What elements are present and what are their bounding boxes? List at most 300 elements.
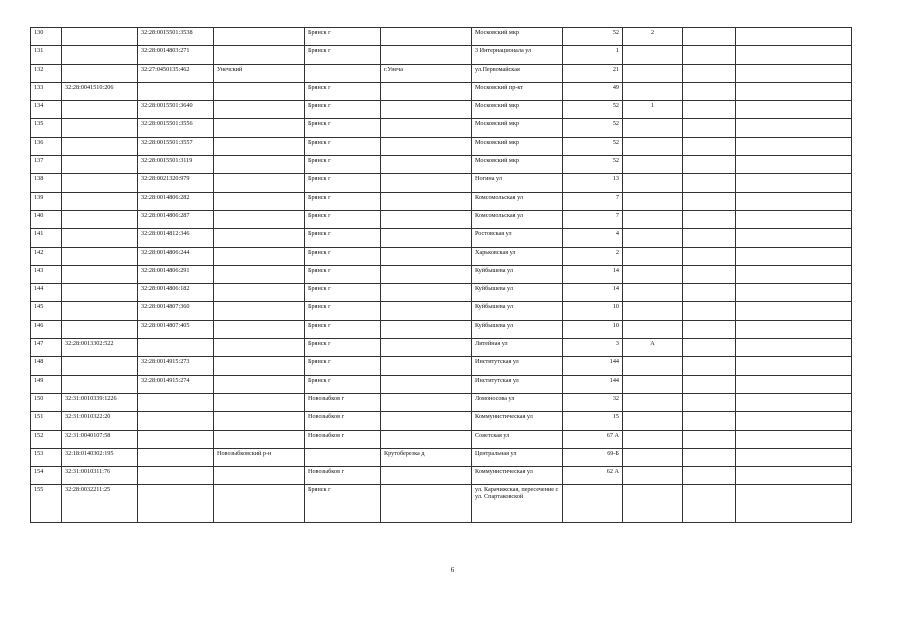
- district-cell: [214, 156, 305, 174]
- settlement-cell: [381, 82, 472, 100]
- city-cell: Брянск г: [305, 247, 381, 265]
- settlement-cell: [381, 357, 472, 375]
- city-cell: Брянск г: [305, 265, 381, 283]
- table-row: [31, 156, 852, 174]
- district-cell: [214, 393, 305, 411]
- district-cell: Новозыбковский р-н: [214, 448, 305, 466]
- table-row: [31, 357, 852, 375]
- settlement-cell: [381, 339, 472, 357]
- table-row: [31, 467, 852, 485]
- table-row: [31, 247, 852, 265]
- building-cell: [623, 137, 683, 155]
- street-cell: Литейная ул: [472, 339, 563, 357]
- cadastral-number-alt-cell: 32:27:0450135:462: [138, 64, 214, 82]
- district-cell: [214, 485, 305, 523]
- cadastral-number-alt-cell: 32:28:0014803:271: [138, 46, 214, 64]
- cadastral-number-cell: [62, 192, 138, 210]
- cadastral-number-cell: 32:31:0040107:58: [62, 430, 138, 448]
- district-cell: [214, 357, 305, 375]
- settlement-cell: [381, 393, 472, 411]
- district-cell: [214, 247, 305, 265]
- row-number-cell: 148: [31, 357, 62, 375]
- cadastral-number-alt-cell: 32:28:0014806:244: [138, 247, 214, 265]
- settlement-cell: [381, 119, 472, 137]
- district-cell: [214, 412, 305, 430]
- street-cell: Коммунистическая ул: [472, 412, 563, 430]
- building-cell: [623, 265, 683, 283]
- street-cell: 3 Интернационала ул: [472, 46, 563, 64]
- district-cell: [214, 229, 305, 247]
- row-number-cell: 151: [31, 412, 62, 430]
- street-cell: Московский мкр: [472, 156, 563, 174]
- extra-cell-2: [736, 284, 852, 302]
- row-number-cell: 134: [31, 101, 62, 119]
- settlement-cell: [381, 28, 472, 46]
- extra-cell-2: [736, 247, 852, 265]
- building-cell: [623, 192, 683, 210]
- cadastral-number-cell: [62, 174, 138, 192]
- extra-cell-2: [736, 467, 852, 485]
- cadastral-number-cell: [62, 302, 138, 320]
- table-row: [31, 64, 852, 82]
- city-cell: Брянск г: [305, 192, 381, 210]
- house-number-cell: 52: [563, 119, 623, 137]
- house-number-cell: 4: [563, 229, 623, 247]
- settlement-cell: [381, 320, 472, 338]
- extra-cell: [683, 192, 736, 210]
- extra-cell: [683, 28, 736, 46]
- district-cell: [214, 467, 305, 485]
- extra-cell-2: [736, 156, 852, 174]
- cadastral-number-alt-cell: [138, 412, 214, 430]
- row-number-cell: 132: [31, 64, 62, 82]
- settlement-cell: [381, 46, 472, 64]
- row-number-cell: 154: [31, 467, 62, 485]
- row-number-cell: 131: [31, 46, 62, 64]
- cadastral-number-alt-cell: 32:28:0014915:273: [138, 357, 214, 375]
- building-cell: [623, 430, 683, 448]
- settlement-cell: [381, 375, 472, 393]
- cadastral-number-alt-cell: 32:28:0021320:979: [138, 174, 214, 192]
- building-cell: [623, 485, 683, 523]
- extra-cell: [683, 210, 736, 228]
- building-cell: [623, 229, 683, 247]
- extra-cell-2: [736, 265, 852, 283]
- street-cell: Центральная ул: [472, 448, 563, 466]
- district-cell: [214, 137, 305, 155]
- extra-cell-2: [736, 210, 852, 228]
- table-row: [31, 28, 852, 46]
- house-number-cell: 2: [563, 247, 623, 265]
- street-cell: ул. Карачижская, пересечение с ул. Спартаковской: [472, 485, 563, 523]
- settlement-cell: [381, 284, 472, 302]
- street-cell: Ногина ул: [472, 174, 563, 192]
- city-cell: Брянск г: [305, 101, 381, 119]
- row-number-cell: 139: [31, 192, 62, 210]
- house-number-cell: 144: [563, 357, 623, 375]
- city-cell: Брянск г: [305, 302, 381, 320]
- street-cell: Коммунистическая ул: [472, 467, 563, 485]
- settlement-cell: [381, 101, 472, 119]
- row-number-cell: 138: [31, 174, 62, 192]
- extra-cell: [683, 229, 736, 247]
- street-cell: ул.Первомайская: [472, 64, 563, 82]
- house-number-cell: 52: [563, 156, 623, 174]
- cadastral-number-cell: 32:18:0140302:195: [62, 448, 138, 466]
- cadastral-number-alt-cell: 32:28:0014807:405: [138, 320, 214, 338]
- cadastral-number-alt-cell: 32:28:0014806:182: [138, 284, 214, 302]
- building-cell: А: [623, 339, 683, 357]
- building-cell: [623, 357, 683, 375]
- cadastral-number-cell: [62, 320, 138, 338]
- extra-cell: [683, 467, 736, 485]
- extra-cell: [683, 302, 736, 320]
- row-number-cell: 152: [31, 430, 62, 448]
- extra-cell-2: [736, 28, 852, 46]
- register-table-body: [31, 28, 852, 523]
- settlement-cell: [381, 156, 472, 174]
- street-cell: Московский мкр: [472, 119, 563, 137]
- building-cell: [623, 64, 683, 82]
- house-number-cell: [563, 485, 623, 523]
- extra-cell: [683, 46, 736, 64]
- house-number-cell: 52: [563, 137, 623, 155]
- row-number-cell: 147: [31, 339, 62, 357]
- settlement-cell: [381, 302, 472, 320]
- cadastral-number-cell: 32:31:0010322:20: [62, 412, 138, 430]
- district-cell: [214, 101, 305, 119]
- table-row: [31, 82, 852, 100]
- row-number-cell: 149: [31, 375, 62, 393]
- extra-cell: [683, 137, 736, 155]
- house-number-cell: 14: [563, 284, 623, 302]
- cadastral-number-cell: [62, 357, 138, 375]
- district-cell: [214, 430, 305, 448]
- extra-cell: [683, 101, 736, 119]
- cadastral-number-cell: [62, 229, 138, 247]
- street-cell: Куйбышева ул: [472, 302, 563, 320]
- table-row: [31, 485, 852, 523]
- cadastral-number-alt-cell: [138, 82, 214, 100]
- row-number-cell: 140: [31, 210, 62, 228]
- table-row: [31, 46, 852, 64]
- cadastral-number-alt-cell: [138, 430, 214, 448]
- extra-cell-2: [736, 339, 852, 357]
- extra-cell-2: [736, 192, 852, 210]
- cadastral-number-cell: [62, 46, 138, 64]
- street-cell: Советская ул: [472, 430, 563, 448]
- building-cell: [623, 448, 683, 466]
- district-cell: [214, 28, 305, 46]
- extra-cell-2: [736, 137, 852, 155]
- house-number-cell: 62 А: [563, 467, 623, 485]
- city-cell: Брянск г: [305, 229, 381, 247]
- city-cell: Брянск г: [305, 174, 381, 192]
- extra-cell: [683, 448, 736, 466]
- extra-cell-2: [736, 320, 852, 338]
- building-cell: 2: [623, 28, 683, 46]
- cadastral-number-cell: [62, 64, 138, 82]
- table-row: [31, 393, 852, 411]
- city-cell: Брянск г: [305, 119, 381, 137]
- cadastral-number-alt-cell: 32:28:0015501:3556: [138, 119, 214, 137]
- cadastral-number-alt-cell: 32:28:0015501:3640: [138, 101, 214, 119]
- extra-cell-2: [736, 174, 852, 192]
- row-number-cell: 133: [31, 82, 62, 100]
- register-table: [30, 27, 852, 523]
- street-cell: Институтская ул: [472, 357, 563, 375]
- building-cell: [623, 119, 683, 137]
- table-row: [31, 265, 852, 283]
- house-number-cell: 32: [563, 393, 623, 411]
- street-cell: Институтская ул: [472, 375, 563, 393]
- cadastral-number-alt-cell: [138, 393, 214, 411]
- extra-cell-2: [736, 412, 852, 430]
- house-number-cell: 10: [563, 302, 623, 320]
- extra-cell: [683, 64, 736, 82]
- extra-cell: [683, 247, 736, 265]
- settlement-cell: [381, 174, 472, 192]
- cadastral-number-cell: 32:31:0010311:76: [62, 467, 138, 485]
- cadastral-number-cell: [62, 156, 138, 174]
- table-row: [31, 119, 852, 137]
- house-number-cell: 3: [563, 339, 623, 357]
- cadastral-number-cell: [62, 28, 138, 46]
- city-cell: Брянск г: [305, 156, 381, 174]
- table-row: [31, 448, 852, 466]
- cadastral-number-alt-cell: [138, 448, 214, 466]
- table-row: [31, 101, 852, 119]
- cadastral-number-cell: [62, 119, 138, 137]
- building-cell: 1: [623, 101, 683, 119]
- extra-cell: [683, 412, 736, 430]
- building-cell: [623, 156, 683, 174]
- house-number-cell: 7: [563, 210, 623, 228]
- house-number-cell: 67 А: [563, 430, 623, 448]
- row-number-cell: 142: [31, 247, 62, 265]
- extra-cell: [683, 82, 736, 100]
- city-cell: Брянск г: [305, 137, 381, 155]
- street-cell: Московский мкр: [472, 101, 563, 119]
- city-cell: Новозыбков г: [305, 467, 381, 485]
- district-cell: [214, 284, 305, 302]
- extra-cell: [683, 339, 736, 357]
- settlement-cell: [381, 192, 472, 210]
- district-cell: [214, 46, 305, 64]
- city-cell: Новозыбков г: [305, 412, 381, 430]
- district-cell: [214, 82, 305, 100]
- row-number-cell: 146: [31, 320, 62, 338]
- extra-cell-2: [736, 430, 852, 448]
- extra-cell: [683, 174, 736, 192]
- extra-cell: [683, 375, 736, 393]
- row-number-cell: 144: [31, 284, 62, 302]
- building-cell: [623, 46, 683, 64]
- extra-cell: [683, 119, 736, 137]
- city-cell: Брянск г: [305, 28, 381, 46]
- extra-cell-2: [736, 393, 852, 411]
- cadastral-number-alt-cell: [138, 485, 214, 523]
- cadastral-number-cell: [62, 265, 138, 283]
- settlement-cell: [381, 265, 472, 283]
- street-cell: Комсомольская ул: [472, 210, 563, 228]
- table-row: [31, 320, 852, 338]
- cadastral-number-alt-cell: 32:28:0014806:287: [138, 210, 214, 228]
- table-row: [31, 412, 852, 430]
- row-number-cell: 135: [31, 119, 62, 137]
- house-number-cell: 15: [563, 412, 623, 430]
- cadastral-number-alt-cell: [138, 467, 214, 485]
- table-row: [31, 430, 852, 448]
- building-cell: [623, 302, 683, 320]
- cadastral-number-alt-cell: 32:28:0015501:3557: [138, 137, 214, 155]
- extra-cell-2: [736, 119, 852, 137]
- district-cell: [214, 320, 305, 338]
- extra-cell-2: [736, 375, 852, 393]
- street-cell: Куйбышева ул: [472, 320, 563, 338]
- house-number-cell: 52: [563, 28, 623, 46]
- extra-cell-2: [736, 229, 852, 247]
- city-cell: Новозыбков г: [305, 430, 381, 448]
- city-cell: Брянск г: [305, 284, 381, 302]
- street-cell: Ростовская ул: [472, 229, 563, 247]
- city-cell: [305, 448, 381, 466]
- settlement-cell: [381, 485, 472, 523]
- cadastral-number-alt-cell: 32:28:0015501:3538: [138, 28, 214, 46]
- extra-cell-2: [736, 82, 852, 100]
- district-cell: [214, 339, 305, 357]
- cadastral-number-cell: 32:28:0032211:25: [62, 485, 138, 523]
- house-number-cell: 144: [563, 375, 623, 393]
- district-cell: [214, 265, 305, 283]
- cadastral-number-cell: [62, 375, 138, 393]
- table-row: [31, 210, 852, 228]
- extra-cell: [683, 357, 736, 375]
- row-number-cell: 130: [31, 28, 62, 46]
- city-cell: Брянск г: [305, 485, 381, 523]
- house-number-cell: 21: [563, 64, 623, 82]
- building-cell: [623, 375, 683, 393]
- street-cell: Харьковская ул: [472, 247, 563, 265]
- row-number-cell: 141: [31, 229, 62, 247]
- cadastral-number-cell: 32:28:0041510:206: [62, 82, 138, 100]
- city-cell: Новозыбков г: [305, 393, 381, 411]
- building-cell: [623, 247, 683, 265]
- cadastral-number-alt-cell: 32:28:0014806:282: [138, 192, 214, 210]
- table-row: [31, 284, 852, 302]
- street-cell: Московский мкр: [472, 137, 563, 155]
- cadastral-number-cell: [62, 284, 138, 302]
- settlement-cell: [381, 430, 472, 448]
- building-cell: [623, 412, 683, 430]
- table-row: [31, 339, 852, 357]
- settlement-cell: г.Унеча: [381, 64, 472, 82]
- city-cell: Брянск г: [305, 339, 381, 357]
- street-cell: Куйбышева ул: [472, 284, 563, 302]
- extra-cell: [683, 320, 736, 338]
- house-number-cell: 10: [563, 320, 623, 338]
- district-cell: Унечский: [214, 64, 305, 82]
- settlement-cell: [381, 247, 472, 265]
- building-cell: [623, 284, 683, 302]
- house-number-cell: 1: [563, 46, 623, 64]
- house-number-cell: 14: [563, 265, 623, 283]
- cadastral-number-cell: [62, 101, 138, 119]
- cadastral-number-alt-cell: 32:28:0014812:346: [138, 229, 214, 247]
- row-number-cell: 136: [31, 137, 62, 155]
- district-cell: [214, 192, 305, 210]
- building-cell: [623, 320, 683, 338]
- street-cell: Московский мкр: [472, 28, 563, 46]
- extra-cell-2: [736, 302, 852, 320]
- street-cell: Московский пр-кт: [472, 82, 563, 100]
- settlement-cell: [381, 210, 472, 228]
- cadastral-number-cell: [62, 247, 138, 265]
- table-row: [31, 192, 852, 210]
- street-cell: Ломоносова ул: [472, 393, 563, 411]
- settlement-cell: [381, 137, 472, 155]
- extra-cell: [683, 485, 736, 523]
- settlement-cell: [381, 467, 472, 485]
- table-row: [31, 229, 852, 247]
- district-cell: [214, 302, 305, 320]
- city-cell: Брянск г: [305, 375, 381, 393]
- extra-cell: [683, 265, 736, 283]
- house-number-cell: 49: [563, 82, 623, 100]
- table-row: [31, 174, 852, 192]
- settlement-cell: [381, 412, 472, 430]
- city-cell: Брянск г: [305, 46, 381, 64]
- extra-cell: [683, 430, 736, 448]
- row-number-cell: 150: [31, 393, 62, 411]
- city-cell: Брянск г: [305, 357, 381, 375]
- extra-cell-2: [736, 485, 852, 523]
- settlement-cell: Крутоберезка д: [381, 448, 472, 466]
- street-cell: Комсомольская ул: [472, 192, 563, 210]
- extra-cell: [683, 393, 736, 411]
- building-cell: [623, 467, 683, 485]
- cadastral-number-cell: 32:28:0013302:522: [62, 339, 138, 357]
- table-row: [31, 302, 852, 320]
- extra-cell-2: [736, 46, 852, 64]
- cadastral-number-alt-cell: 32:28:0014806:291: [138, 265, 214, 283]
- city-cell: Брянск г: [305, 320, 381, 338]
- city-cell: Брянск г: [305, 82, 381, 100]
- city-cell: [305, 64, 381, 82]
- table-row: [31, 137, 852, 155]
- cadastral-number-cell: [62, 137, 138, 155]
- row-number-cell: 145: [31, 302, 62, 320]
- cadastral-number-alt-cell: [138, 339, 214, 357]
- house-number-cell: 69-Б: [563, 448, 623, 466]
- district-cell: [214, 210, 305, 228]
- district-cell: [214, 375, 305, 393]
- district-cell: [214, 174, 305, 192]
- table-row: [31, 375, 852, 393]
- building-cell: [623, 82, 683, 100]
- cadastral-number-cell: 32:31:0010339:1226: [62, 393, 138, 411]
- cadastral-number-alt-cell: 32:28:0014807:360: [138, 302, 214, 320]
- extra-cell-2: [736, 64, 852, 82]
- settlement-cell: [381, 229, 472, 247]
- building-cell: [623, 174, 683, 192]
- row-number-cell: 137: [31, 156, 62, 174]
- extra-cell-2: [736, 448, 852, 466]
- house-number-cell: 52: [563, 101, 623, 119]
- extra-cell-2: [736, 101, 852, 119]
- city-cell: Брянск г: [305, 210, 381, 228]
- building-cell: [623, 210, 683, 228]
